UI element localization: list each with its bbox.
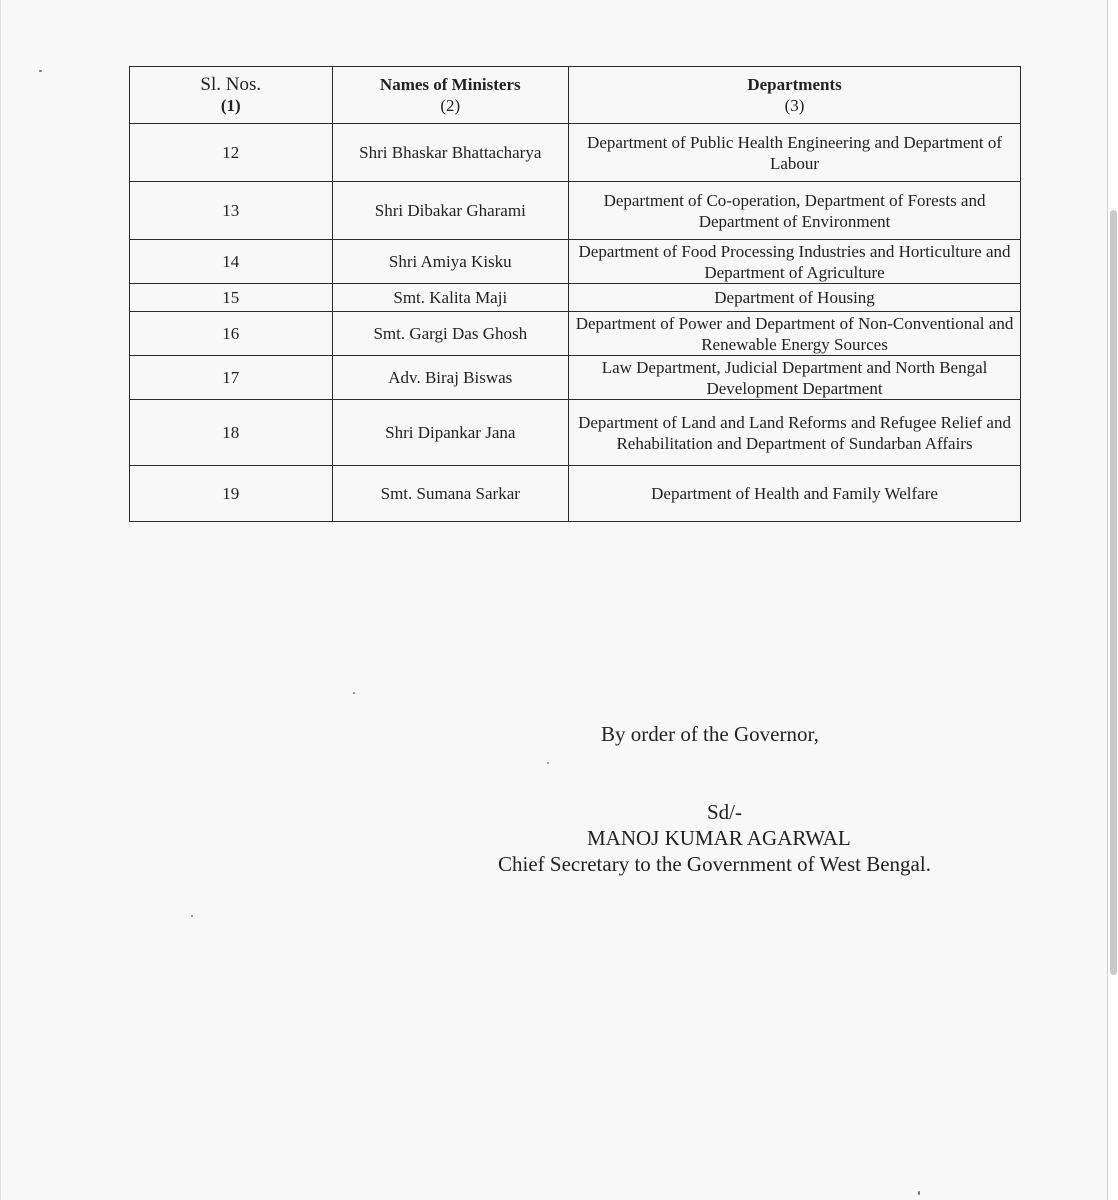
header-sl-nos-label: Sl. Nos.: [200, 74, 262, 95]
cell-departments: Department of Power and Department of Non-Conventional and Renewable Energy Sources: [569, 312, 1021, 356]
cell-departments: Law Department, Judicial Department and North Bengal Development Department: [569, 356, 1021, 400]
signed-mark: Sd/-: [707, 800, 743, 824]
cell-minister-name: Adv. Biraj Biswas: [332, 356, 569, 400]
header-sl-nos-index: (1): [220, 96, 241, 115]
table-row: [130, 124, 1021, 182]
scan-speck: [191, 915, 193, 917]
order-line: By order of the Governor,: [601, 722, 819, 746]
cell-sl-no: 19: [130, 466, 333, 522]
header-departments-index: (3): [784, 96, 805, 115]
cell-sl-no: 18: [130, 400, 333, 466]
header-names: [332, 67, 569, 124]
scan-speck: [547, 762, 549, 764]
scan-speck: [918, 1191, 920, 1195]
cell-sl-no: 15: [130, 284, 333, 312]
scan-speck: [353, 692, 355, 694]
cell-departments: Department of Health and Family Welfare: [569, 466, 1021, 522]
cell-minister-name: Shri Dibakar Gharami: [332, 182, 569, 240]
ministers-table: [129, 66, 1021, 522]
cell-sl-no: 14: [130, 240, 333, 284]
scrollbar-thumb[interactable]: [1110, 210, 1117, 975]
cell-sl-no: 17: [130, 356, 333, 400]
cell-departments: Department of Housing: [569, 284, 1021, 312]
header-sl-nos: [130, 67, 333, 124]
cell-sl-no: 12: [130, 124, 333, 182]
header-departments: [569, 67, 1021, 124]
cell-departments: Department of Public Health Engineering and Department of Labour: [569, 124, 1021, 182]
cell-departments: Department of Co-operation, Department of Forests and Department of Environment: [569, 182, 1021, 240]
scan-speck: [39, 70, 42, 72]
table-row: [130, 356, 1021, 400]
cell-departments: Department of Land and Land Reforms and Refugee Relief and Rehabilitation and Department of Sundarban Affairs: [569, 400, 1021, 466]
signatory-title: Chief Secretary to the Government of West Bengal.: [498, 852, 931, 876]
table-row: [130, 284, 1021, 312]
header-names-index: (2): [440, 96, 461, 115]
cell-departments: Department of Food Processing Industries and Horticulture and Department of Agriculture: [569, 240, 1021, 284]
table-row: [130, 312, 1021, 356]
header-departments-label: Departments: [747, 75, 842, 94]
cell-sl-no: 13: [130, 182, 333, 240]
cell-minister-name: Smt. Sumana Sarkar: [332, 466, 569, 522]
cell-minister-name: Shri Dipankar Jana: [332, 400, 569, 466]
table-row: [130, 182, 1021, 240]
signatory-name: MANOJ KUMAR AGARWAL: [587, 826, 851, 850]
table-row: [130, 466, 1021, 522]
cell-minister-name: Shri Bhaskar Bhattacharya: [332, 124, 569, 182]
header-names-label: Names of Ministers: [379, 75, 521, 94]
table-row: [130, 400, 1021, 466]
cell-minister-name: Smt. Kalita Maji: [332, 284, 569, 312]
table-header-row: [130, 67, 1021, 124]
cell-sl-no: 16: [130, 312, 333, 356]
vertical-scrollbar[interactable]: [1108, 0, 1118, 1200]
cell-minister-name: Shri Amiya Kisku: [332, 240, 569, 284]
cell-minister-name: Smt. Gargi Das Ghosh: [332, 312, 569, 356]
table-row: [130, 240, 1021, 284]
